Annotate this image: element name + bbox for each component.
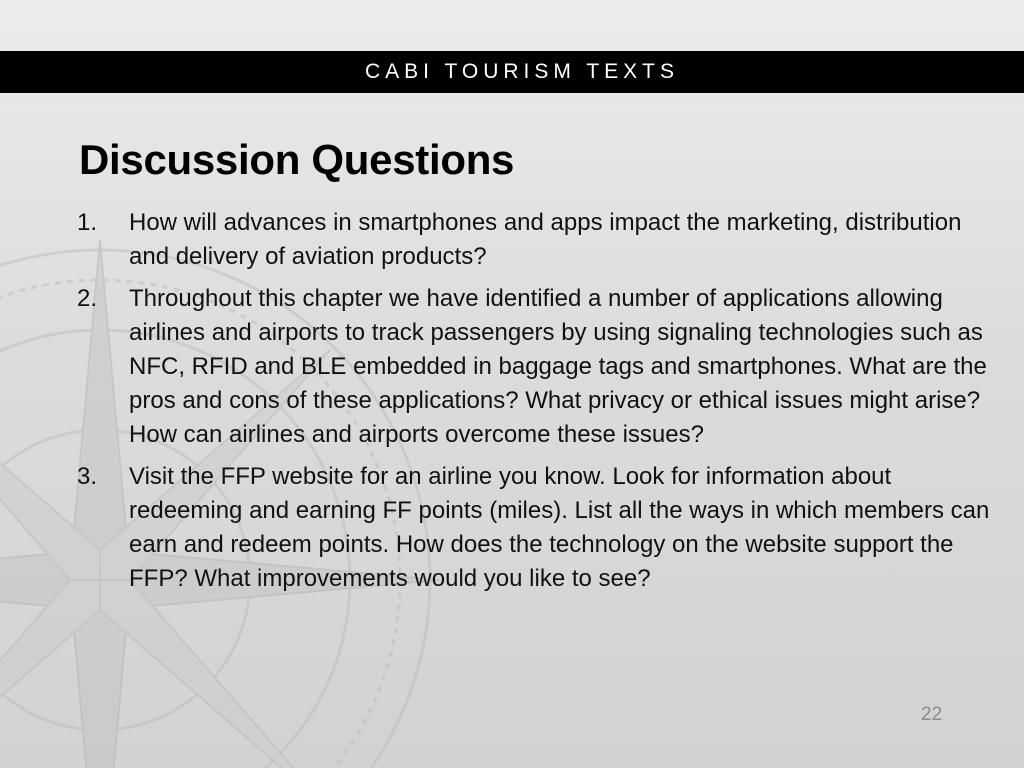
page-number: 22	[921, 704, 943, 725]
question-number: 2.	[77, 285, 98, 312]
question-item-1	[76, 206, 996, 274]
question-number: 3.	[77, 463, 98, 490]
question-number: 1.	[77, 209, 98, 236]
header-banner	[0, 51, 1024, 93]
question-text: Throughout this chapter we have identified a number of applications allowing airlines and airports to track passengers by using signaling technologies such as NFC, RFID and BLE embedded in baggage tags and smartphones. What are the pros and cons of these applications? What privacy or ethical issues might arise? How can airlines and airports overcome these issues?	[129, 285, 987, 448]
questions-list	[76, 206, 996, 604]
question-text: How will advances in smartphones and apps impact the marketing, distribution and delivery of aviation products?	[129, 209, 962, 270]
question-text: Visit the FFP website for an airline you know. Look for information about redeeming and earning FF points (miles). List all the ways in which members can earn and redeem points. How does the technology on the website support the FFP? What improvements would you like to see?	[129, 463, 990, 592]
question-item-3	[76, 460, 996, 596]
slide-title: Discussion Questions	[79, 136, 515, 183]
banner-title: CABI TOURISM TEXTS	[364, 60, 680, 83]
question-item-2	[76, 282, 996, 452]
